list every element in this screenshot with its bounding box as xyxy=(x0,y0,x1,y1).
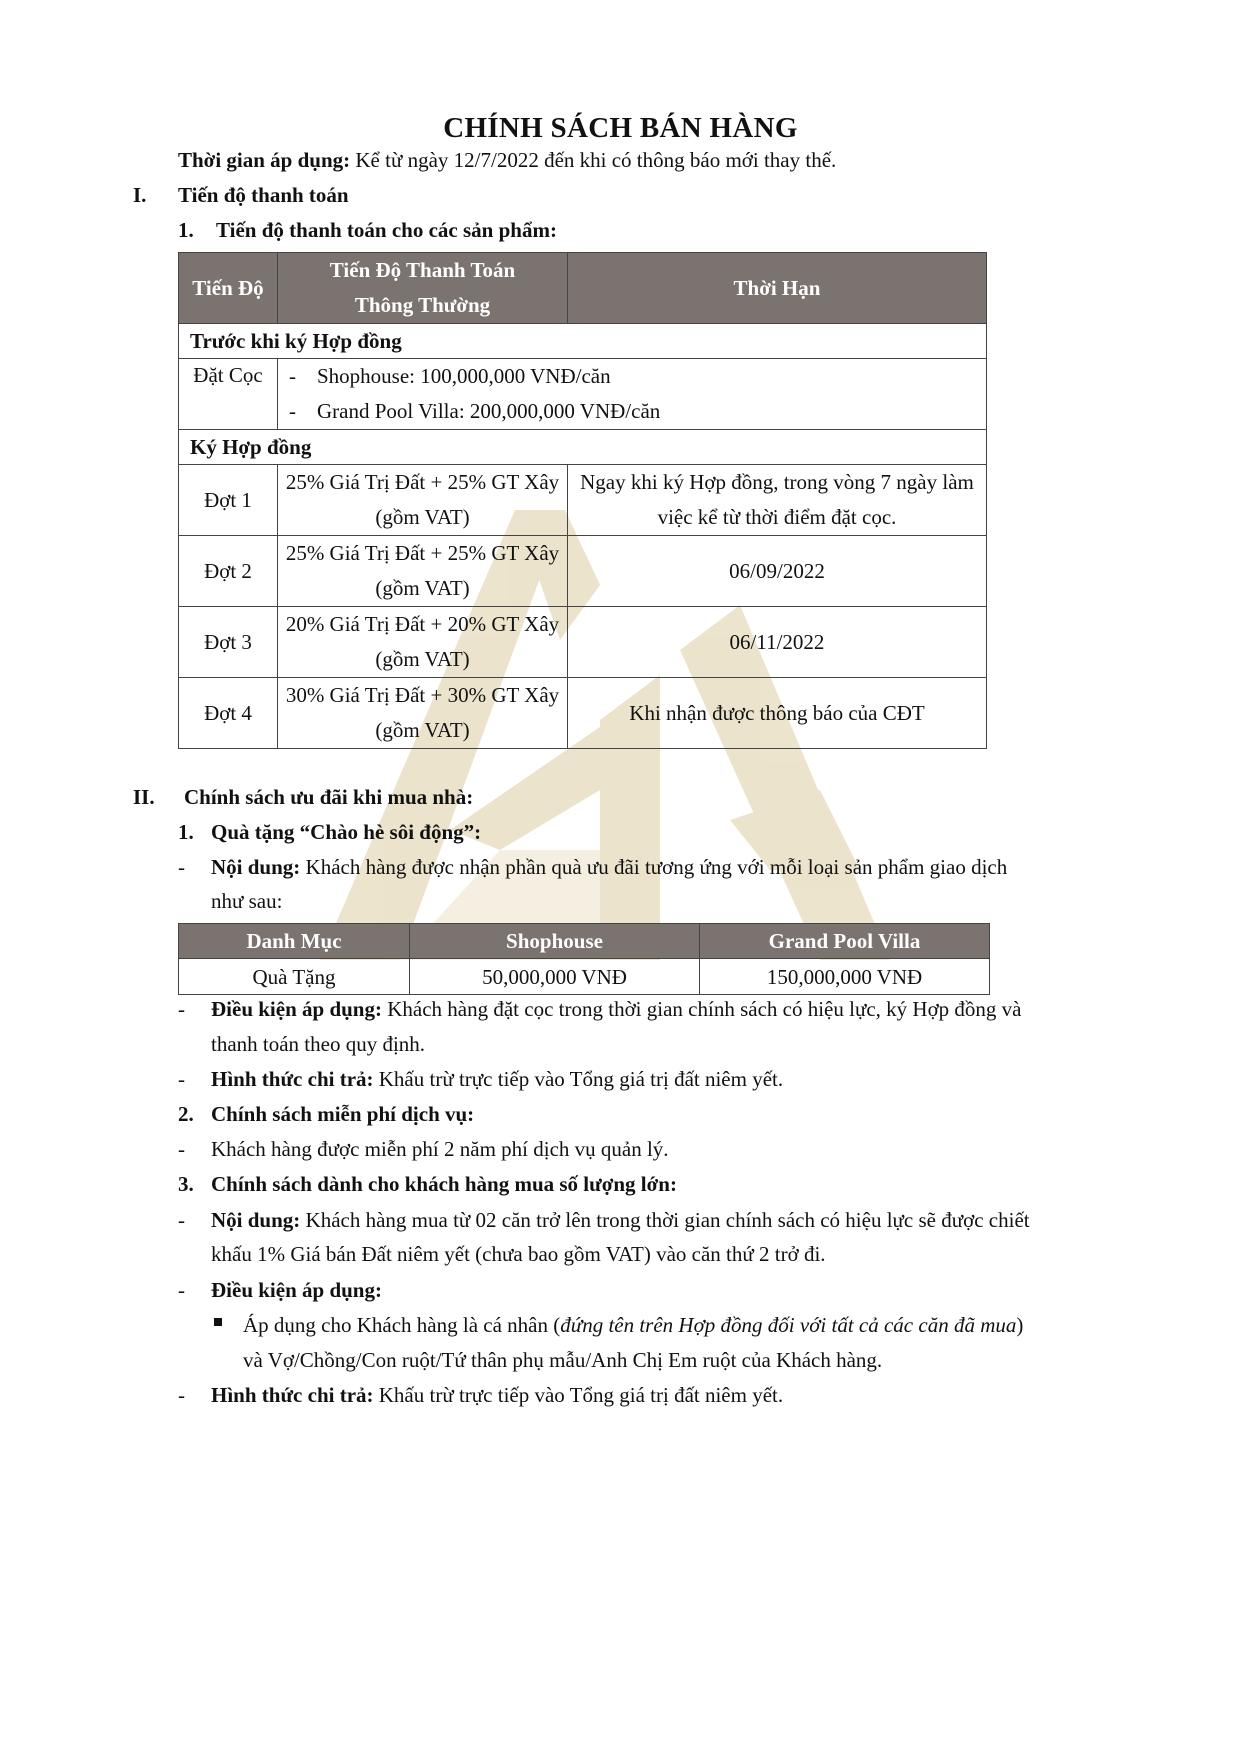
gift-condition: Điều kiện áp dụng: Khách hàng đặt cọc trong thời gian chính sách có hiệu lực, ký Hợp đồng và xyxy=(211,997,1022,1021)
gift-condition-dash: - xyxy=(178,997,185,1021)
gift-heading: Quà tặng “Chào hè sôi động”: xyxy=(211,820,482,844)
gift-condition-label: Điều kiện áp dụng: xyxy=(211,997,382,1021)
gift-payment-dash: - xyxy=(178,1067,185,1091)
term-cell: Ngay khi ký Hợp đồng, trong vòng 7 ngày làm việc kể từ thời điểm đặt cọc. xyxy=(568,465,987,536)
gift-number: 1. xyxy=(178,820,194,844)
header-grand-pool-villa: Grand Pool Villa xyxy=(700,924,990,959)
header-term: Thời Hạn xyxy=(568,253,987,324)
section1-sub-number: 1. xyxy=(178,218,194,242)
deposit-label: Đặt Cọc xyxy=(179,359,278,430)
payment-cell: 30% Giá Trị Đất + 30% GT Xây (gồm VAT) xyxy=(278,678,568,749)
stage-cell: Đợt 1 xyxy=(179,465,278,536)
apply-time-label: Thời gian áp dụng: xyxy=(178,148,351,172)
gift-content-dash: - xyxy=(178,855,185,879)
service-number: 2. xyxy=(178,1102,194,1126)
gift-payment-label: Hình thức chi trả: xyxy=(211,1067,374,1091)
stage-cell: Đợt 2 xyxy=(179,536,278,607)
group-contract: Ký Hợp đồng xyxy=(179,430,987,465)
gift-content: Nội dung: Khách hàng được nhận phần quà ưu đãi tương ứng với mỗi loại sản phẩm giao dịch xyxy=(211,855,1008,879)
bulk-content-label: Nội dung: xyxy=(211,1208,301,1232)
bulk-condition-dash: - xyxy=(178,1278,185,1302)
deposit-details xyxy=(278,359,987,430)
bulk-content-cont: khấu 1% Giá bán Đất niêm yết (chưa bao gồm VAT) vào căn thứ 2 trở đi. xyxy=(211,1242,826,1266)
deposit-line: - Shophouse: 100,000,000 VNĐ/căn xyxy=(289,364,611,388)
header-stage: Tiến Độ xyxy=(179,253,278,324)
bulk-condition-item: Áp dụng cho Khách hàng là cá nhân (đứng tên trên Hợp đồng đối với tất cả các căn đã mua) xyxy=(243,1313,1024,1337)
section2-numeral: II. xyxy=(133,785,155,809)
apply-time-text: Kể từ ngày 12/7/2022 đến khi có thông báo mới thay thế. xyxy=(350,148,837,172)
payment-cell: 25% Giá Trị Đất + 25% GT Xây (gồm VAT) xyxy=(278,465,568,536)
page-title: CHÍNH SÁCH BÁN HÀNG xyxy=(443,112,798,144)
table-row xyxy=(179,536,987,607)
gift-content-cont: như sau: xyxy=(211,889,283,913)
bulk-number: 3. xyxy=(178,1172,194,1196)
section1-sub-heading: Tiến độ thanh toán cho các sản phẩm: xyxy=(216,218,557,242)
deposit-line: - Grand Pool Villa: 200,000,000 VNĐ/căn xyxy=(289,399,661,423)
service-dash: - xyxy=(178,1137,185,1161)
payment-cell: 25% Giá Trị Đất + 25% GT Xây (gồm VAT) xyxy=(278,536,568,607)
bulk-heading: Chính sách dành cho khách hàng mua số lượng lớn: xyxy=(211,1172,677,1196)
header-category: Danh Mục xyxy=(179,924,410,959)
section1-heading: Tiến độ thanh toán xyxy=(178,183,349,207)
gift-cell: 50,000,000 VNĐ xyxy=(410,959,700,995)
section1-numeral: I. xyxy=(133,183,147,207)
service-heading: Chính sách miễn phí dịch vụ: xyxy=(211,1102,475,1126)
term-cell: Khi nhận được thông báo của CĐT xyxy=(568,678,987,749)
table-row xyxy=(179,465,987,536)
table-row xyxy=(179,959,990,995)
stage-cell: Đợt 4 xyxy=(179,678,278,749)
section2-heading: Chính sách ưu đãi khi mua nhà: xyxy=(184,785,474,809)
header-shophouse: Shophouse xyxy=(410,924,700,959)
bulk-payment-label: Hình thức chi trả: xyxy=(211,1383,374,1407)
payment-schedule-table xyxy=(178,252,987,749)
gift-payment: Hình thức chi trả: Khấu trừ trực tiếp vào Tổng giá trị đất niêm yết. xyxy=(211,1067,784,1091)
gift-cell: Quà Tặng xyxy=(179,959,410,995)
gift-content-label: Nội dung: xyxy=(211,855,301,879)
square-bullet-icon xyxy=(214,1318,222,1326)
service-text: Khách hàng được miễn phí 2 năm phí dịch vụ quản lý. xyxy=(211,1137,669,1161)
group-before-contract: Trước khi ký Hợp đồng xyxy=(179,324,987,359)
stage-cell: Đợt 3 xyxy=(179,607,278,678)
table-row xyxy=(179,607,987,678)
gift-cell: 150,000,000 VNĐ xyxy=(700,959,990,995)
bulk-content-dash: - xyxy=(178,1208,185,1232)
bulk-condition-label: Điều kiện áp dụng: xyxy=(211,1278,382,1302)
bulk-payment: Hình thức chi trả: Khấu trừ trực tiếp vào Tổng giá trị đất niêm yết. xyxy=(211,1383,784,1407)
bulk-payment-dash: - xyxy=(178,1383,185,1407)
header-payment: Tiến Độ Thanh Toán Thông Thường xyxy=(278,253,568,324)
bulk-condition-item-cont: và Vợ/Chồng/Con ruột/Tứ thân phụ mẫu/Anh Chị Em ruột của Khách hàng. xyxy=(243,1348,883,1372)
term-cell: 06/09/2022 xyxy=(568,536,987,607)
table-row xyxy=(179,678,987,749)
bulk-content: Nội dung: Khách hàng mua từ 02 căn trở lên trong thời gian chính sách có hiệu lực sẽ được chiết xyxy=(211,1208,1030,1232)
gift-table xyxy=(178,923,990,995)
apply-time xyxy=(178,148,836,172)
gift-condition-cont: thanh toán theo quy định. xyxy=(211,1032,426,1056)
term-cell: 06/11/2022 xyxy=(568,607,987,678)
payment-cell: 20% Giá Trị Đất + 20% GT Xây (gồm VAT) xyxy=(278,607,568,678)
